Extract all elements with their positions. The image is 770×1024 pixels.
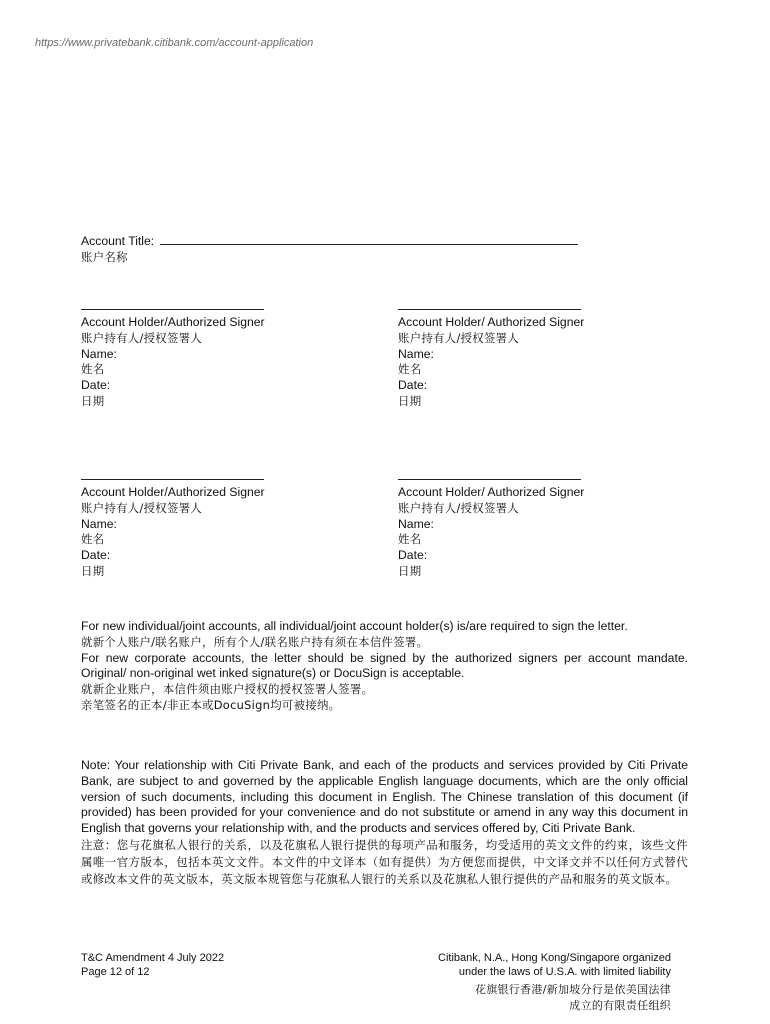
signer-name-label: Name:	[81, 346, 117, 361]
signer-name-label-zh: 姓名	[81, 532, 105, 547]
signer-date-label: Date:	[398, 378, 428, 393]
signer-name-label-zh: 姓名	[398, 362, 422, 377]
signer-date-label: Date:	[81, 548, 111, 563]
account-title-field[interactable]	[160, 233, 578, 245]
legal-note-en: Note: Your relationship with Citi Private Bank, and each of the products and services provided by Citi Private Bank, are subject to and governed by the applicable English language documents, which are the only official version of such documents, including this document in English. The Chinese translation of this document (if provided) has been provided for your convenience and do not substitute or amend in any way this document in English that governs your relationship with, and the products and services offered by, Citi Private Bank.	[81, 758, 688, 836]
entity-statement-line2: under the laws of U.S.A. with limited liability	[458, 965, 671, 978]
signer-name-label-zh: 姓名	[81, 362, 105, 377]
signer-date-label: Date:	[81, 378, 111, 393]
legal-note	[81, 758, 688, 888]
signer-block-2	[398, 309, 698, 410]
signature-acceptance-zh: 亲笔签名的正本/非正本或DocuSign均可被接纳。	[81, 697, 341, 712]
page-number: Page 12 of 12	[81, 965, 150, 978]
footer-right	[371, 952, 671, 1013]
individual-instruction: For new individual/joint accounts, all individual/joint account holder(s) is/are required to sign the letter.	[81, 619, 628, 633]
entity-statement-line1: Citibank, N.A., Hong Kong/Singapore organized	[438, 952, 671, 964]
signer-date-label-zh: 日期	[81, 563, 105, 578]
account-title-section	[81, 233, 578, 266]
signer-role: Account Holder/ Authorized Signer	[398, 315, 585, 329]
signer-role: Account Holder/ Authorized Signer	[398, 485, 585, 499]
page-url: https://www.privatebank.citibank.com/account-application	[35, 37, 314, 49]
signer-date-label-zh: 日期	[398, 563, 422, 578]
signer-block-3	[81, 479, 381, 580]
signer-role-zh: 账户持有人/授权签署人	[81, 500, 203, 515]
signature-line[interactable]	[81, 479, 264, 480]
signer-name-label-zh: 姓名	[398, 532, 422, 547]
entity-statement-zh-line2: 成立的有限责任组织	[569, 998, 671, 1012]
signature-line[interactable]	[398, 309, 581, 310]
account-title-label: Account Title:	[81, 234, 155, 248]
signature-line[interactable]	[81, 309, 264, 310]
amendment-date: T&C Amendment 4 July 2022	[81, 952, 225, 964]
signer-role-zh: 账户持有人/授权签署人	[398, 330, 520, 345]
signer-name-label: Name:	[81, 516, 117, 531]
individual-instruction-zh: 就新个人账户/联名账户，所有个人/联名账户持有须在本信件签署。	[81, 634, 429, 649]
signer-name-label: Name:	[398, 346, 434, 361]
account-title-label-zh: 账户名称	[81, 249, 128, 264]
signer-name-label: Name:	[398, 516, 434, 531]
signer-role: Account Holder/Authorized Signer	[81, 315, 265, 329]
signer-role-zh: 账户持有人/授权签署人	[81, 330, 203, 345]
signer-block-4	[398, 479, 698, 580]
signing-instructions	[81, 619, 688, 714]
legal-note-zh: 注意：您与花旗私人银行的关系，以及花旗私人银行提供的每项产品和服务，均受适用的英文文件的约束，该些文件属唯一官方版本，包括本英文文件。本文件的中文译本（如有提供）为方便您而提供，中文译文并不以任何方式替代或修改本文件的英文版本，英文版本规管您与花旗私人银行的关系以及花旗私人银行提供的产品和服务的英文版本。	[81, 837, 688, 886]
signer-date-label-zh: 日期	[81, 393, 105, 408]
corporate-instruction: For new corporate accounts, the letter should be signed by the authorized signers per account mandate. Original/ non-original wet inked signature(s) or DocuSign is acceptable.	[81, 650, 688, 681]
signer-role-zh: 账户持有人/授权签署人	[398, 500, 520, 515]
signer-block-1	[81, 309, 381, 410]
entity-statement-zh-line1: 花旗银行香港/新加坡分行是依美国法律	[474, 983, 671, 996]
footer-left	[81, 952, 224, 979]
signature-line[interactable]	[398, 479, 581, 480]
signer-date-label: Date:	[398, 548, 428, 563]
signer-date-label-zh: 日期	[398, 393, 422, 408]
corporate-instruction-zh: 就新企业账户，本信件须由账户授权的授权签署人签署。	[81, 682, 374, 697]
signer-role: Account Holder/Authorized Signer	[81, 485, 265, 499]
